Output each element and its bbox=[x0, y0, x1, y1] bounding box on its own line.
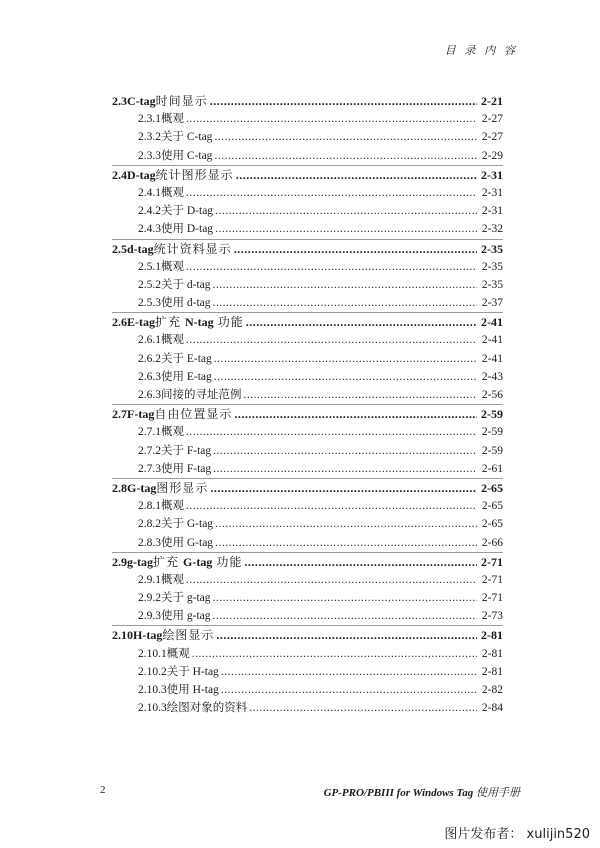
subsection-number: 2.10.1 bbox=[138, 647, 167, 660]
subsection-title: 概观 bbox=[161, 260, 184, 273]
subsection-page: 2-73 bbox=[481, 610, 503, 623]
subsection-page: 2-41 bbox=[481, 352, 503, 365]
dot-leader bbox=[221, 663, 477, 681]
subsection-number: 2.3.1 bbox=[138, 113, 161, 126]
dot-leader bbox=[216, 626, 477, 644]
section-title bbox=[154, 240, 232, 258]
subsection-title: 使用 F-tag bbox=[161, 462, 212, 475]
toc-subsection-row bbox=[112, 276, 503, 294]
subsection-number: 2.8.2 bbox=[138, 518, 161, 531]
section-page: 2-81 bbox=[481, 628, 503, 643]
dot-leader bbox=[210, 92, 477, 110]
subsection-number: 2.10.3 bbox=[138, 684, 167, 696]
section-page: 2-71 bbox=[481, 554, 503, 569]
subsection-number: 2.8.1 bbox=[138, 500, 161, 513]
toc-section-row bbox=[112, 313, 503, 331]
section-title-text: 绘图显示 bbox=[162, 628, 215, 643]
subsection-page: 2-65 bbox=[481, 518, 503, 531]
section-title-bold: N-tag bbox=[185, 315, 214, 330]
subsection-title: 概观 bbox=[161, 500, 184, 513]
subsection-number: 2.5.3 bbox=[138, 297, 161, 310]
section-number: 2.9 bbox=[112, 554, 127, 569]
subsection-title: 关于 g-tag bbox=[161, 592, 211, 605]
section-title bbox=[156, 92, 208, 110]
section-number: 2.5 bbox=[112, 241, 127, 256]
toc-section-row bbox=[112, 553, 503, 571]
dot-leader bbox=[186, 331, 477, 349]
subsection-title: 使用 C-tag bbox=[161, 149, 213, 162]
toc-subsection-row bbox=[112, 368, 503, 386]
dot-leader bbox=[234, 240, 477, 258]
section-tag: C-tag bbox=[127, 94, 156, 108]
toc-subsection-row bbox=[112, 386, 503, 404]
dot-leader bbox=[213, 460, 477, 478]
toc-section-row bbox=[112, 166, 503, 184]
table-of-contents bbox=[112, 92, 503, 717]
section-title-text: 扩充 bbox=[153, 554, 184, 569]
subsection-page: 2-82 bbox=[481, 684, 503, 696]
subsection-title: 概观 bbox=[161, 186, 184, 199]
subsection-number: 2.6.2 bbox=[138, 352, 161, 365]
subsection-number: 2.10.2 bbox=[138, 665, 167, 678]
subsection-page: 2-61 bbox=[481, 462, 503, 475]
section-title-text: 时间显示 bbox=[155, 94, 208, 108]
subsection-title: 间接的寻址范例 bbox=[161, 389, 242, 401]
dot-leader bbox=[215, 534, 477, 552]
footer-title: GP-PRO/PBIII for Windows Tag 使用手册 bbox=[323, 787, 520, 799]
dot-leader bbox=[186, 184, 477, 202]
section-tag: D-tag bbox=[127, 167, 156, 182]
page-header: 目 录 内 容 bbox=[444, 45, 518, 57]
dot-leader bbox=[214, 350, 477, 368]
toc-subsection-row bbox=[112, 645, 503, 663]
dot-leader bbox=[213, 607, 477, 625]
toc-subsection-row bbox=[112, 294, 503, 312]
subsection-title: 关于 F-tag bbox=[161, 444, 212, 457]
dot-leader bbox=[213, 442, 477, 460]
subsection-number: 2.5.2 bbox=[138, 278, 161, 291]
toc-subsection-row bbox=[112, 515, 503, 533]
subsection-page: 2-29 bbox=[481, 149, 503, 162]
subsection-title: 关于 D-tag bbox=[161, 205, 214, 218]
dot-leader bbox=[214, 368, 477, 386]
dot-leader bbox=[192, 645, 477, 663]
subsection-number: 2.10.3 bbox=[138, 702, 167, 715]
subsection-page: 2-84 bbox=[481, 702, 503, 715]
section-page: 2-59 bbox=[481, 407, 503, 422]
subsection-page: 2-27 bbox=[481, 131, 503, 144]
subsection-title: 使用 H-tag bbox=[166, 684, 219, 696]
dot-leader bbox=[213, 589, 477, 607]
dot-leader bbox=[215, 220, 477, 238]
section-tag: E-tag bbox=[127, 315, 155, 330]
section-page: 2-21 bbox=[481, 94, 503, 108]
dot-leader bbox=[186, 497, 477, 515]
subsection-page: 2-32 bbox=[481, 223, 503, 236]
section-page: 2-65 bbox=[481, 480, 503, 495]
subsection-page: 2-56 bbox=[481, 389, 503, 401]
subsection-page: 2-65 bbox=[481, 500, 503, 513]
subsection-number: 2.4.3 bbox=[138, 223, 161, 236]
subsection-title: 概观 bbox=[161, 113, 184, 126]
dot-leader bbox=[249, 699, 477, 717]
section-page: 2-35 bbox=[481, 241, 503, 256]
subsection-page: 2-81 bbox=[481, 647, 503, 660]
toc-subsection-row bbox=[112, 202, 503, 220]
subsection-page: 2-31 bbox=[481, 205, 503, 218]
section-tag: g-tag bbox=[127, 554, 153, 569]
subsection-number: 2.9.2 bbox=[138, 592, 161, 605]
subsection-number: 2.9.1 bbox=[138, 573, 161, 586]
subsection-page: 2-71 bbox=[481, 573, 503, 586]
dot-leader bbox=[186, 423, 477, 441]
toc-subsection-row bbox=[112, 220, 503, 238]
section-title-after: 功能 bbox=[213, 315, 244, 330]
subsection-number: 2.6.3 bbox=[138, 389, 161, 401]
subsection-title: 概观 bbox=[166, 647, 190, 660]
dot-leader bbox=[236, 166, 477, 184]
toc-subsection-row bbox=[112, 147, 503, 165]
subsection-number: 2.9.3 bbox=[138, 610, 161, 623]
subsection-number: 2.7.2 bbox=[138, 444, 161, 457]
toc-subsection-row bbox=[112, 258, 503, 276]
section-title bbox=[153, 553, 242, 571]
dot-leader bbox=[244, 386, 478, 404]
toc-section-row bbox=[112, 240, 503, 258]
dot-leader bbox=[246, 313, 477, 331]
dot-leader bbox=[213, 294, 477, 312]
section-tag: F-tag bbox=[127, 407, 155, 422]
subsection-page: 2-37 bbox=[481, 297, 503, 310]
subsection-title: 使用 G-tag bbox=[161, 536, 214, 549]
subsection-page: 2-31 bbox=[481, 186, 503, 199]
section-title-text: 自由位置显示 bbox=[154, 407, 233, 422]
toc-section-row bbox=[112, 479, 503, 497]
toc-subsection-row bbox=[112, 184, 503, 202]
subsection-number: 2.6.3 bbox=[138, 370, 161, 383]
dot-leader bbox=[244, 553, 477, 571]
subsection-title: 使用 d-tag bbox=[161, 297, 211, 310]
subsection-title: 关于 H-tag bbox=[166, 665, 219, 678]
toc-subsection-row bbox=[112, 571, 503, 589]
toc-subsection-row bbox=[112, 423, 503, 441]
section-page: 2-41 bbox=[481, 315, 503, 330]
watermark: 图片发布者： xulijin520 bbox=[444, 827, 590, 842]
dot-leader bbox=[234, 405, 477, 423]
subsection-title: 关于 E-tag bbox=[161, 352, 212, 365]
section-number: 2.8 bbox=[112, 480, 127, 495]
subsection-title: 概观 bbox=[161, 334, 184, 347]
toc-section-row bbox=[112, 405, 503, 423]
section-tag: d-tag bbox=[127, 241, 154, 256]
subsection-number: 2.3.2 bbox=[138, 131, 161, 144]
section-title-text: 统计图形显示 bbox=[155, 167, 234, 182]
toc-section-row bbox=[112, 92, 503, 110]
toc-section-row bbox=[112, 626, 503, 644]
subsection-number: 2.7.3 bbox=[138, 462, 161, 475]
subsection-title: 关于 G-tag bbox=[161, 518, 214, 531]
toc-subsection-row bbox=[112, 607, 503, 625]
dot-leader bbox=[214, 128, 477, 146]
section-tag: G-tag bbox=[127, 480, 157, 495]
section-title-text: 扩充 bbox=[155, 315, 186, 330]
toc-subsection-row bbox=[112, 497, 503, 515]
section-title bbox=[156, 479, 208, 497]
section-number: 2.3 bbox=[112, 94, 127, 108]
section-number: 2.6 bbox=[112, 315, 127, 330]
subsection-page: 2-66 bbox=[481, 536, 503, 549]
toc-subsection-row bbox=[112, 350, 503, 368]
dot-leader bbox=[213, 276, 477, 294]
dot-leader bbox=[215, 515, 477, 533]
section-number: 2.4 bbox=[112, 167, 127, 182]
section-page: 2-31 bbox=[481, 167, 503, 182]
section-title bbox=[162, 626, 214, 644]
subsection-number: 2.6.1 bbox=[138, 334, 161, 347]
subsection-number: 2.5.1 bbox=[138, 260, 161, 273]
section-number: 2.10 bbox=[112, 628, 133, 643]
toc-subsection-row bbox=[112, 128, 503, 146]
section-title bbox=[155, 313, 244, 331]
dot-leader bbox=[210, 479, 477, 497]
toc-subsection-row bbox=[112, 110, 503, 128]
section-title-text: 统计资料显示 bbox=[153, 241, 232, 256]
subsection-number: 2.8.3 bbox=[138, 536, 161, 549]
subsection-number: 2.4.1 bbox=[138, 186, 161, 199]
section-title-after: 功能 bbox=[212, 554, 243, 569]
section-title bbox=[156, 166, 234, 184]
subsection-page: 2-81 bbox=[481, 665, 503, 678]
subsection-number: 2.7.1 bbox=[138, 426, 161, 439]
section-title bbox=[154, 405, 232, 423]
section-number: 2.7 bbox=[112, 407, 127, 422]
dot-leader bbox=[221, 681, 477, 699]
toc-subsection-row bbox=[112, 331, 503, 349]
subsection-page: 2-59 bbox=[481, 426, 503, 439]
subsection-title: 使用 D-tag bbox=[161, 223, 214, 236]
subsection-page: 2-71 bbox=[481, 592, 503, 605]
section-title-bold: G-tag bbox=[183, 554, 213, 569]
toc-subsection-row bbox=[112, 681, 503, 699]
subsection-number: 2.3.3 bbox=[138, 149, 161, 162]
subsection-number: 2.4.2 bbox=[138, 205, 161, 218]
subsection-title: 关于 d-tag bbox=[161, 278, 211, 291]
toc-subsection-row bbox=[112, 663, 503, 681]
subsection-page: 2-41 bbox=[481, 334, 503, 347]
subsection-title: 概观 bbox=[161, 426, 184, 439]
subsection-page: 2-27 bbox=[481, 113, 503, 126]
dot-leader bbox=[214, 147, 477, 165]
section-tag: H-tag bbox=[133, 628, 163, 643]
subsection-title: 绘图对象的资料 bbox=[166, 702, 248, 715]
toc-subsection-row bbox=[112, 534, 503, 552]
dot-leader bbox=[186, 110, 477, 128]
page-number: 2 bbox=[100, 784, 106, 796]
toc-subsection-row bbox=[112, 442, 503, 460]
dot-leader bbox=[186, 258, 477, 276]
dot-leader bbox=[215, 202, 477, 220]
subsection-title: 使用 g-tag bbox=[161, 610, 211, 623]
subsection-title: 使用 E-tag bbox=[161, 370, 212, 383]
toc-subsection-row bbox=[112, 460, 503, 478]
subsection-title: 关于 C-tag bbox=[161, 131, 213, 144]
subsection-page: 2-59 bbox=[481, 444, 503, 457]
toc-subsection-row bbox=[112, 699, 503, 717]
dot-leader bbox=[186, 571, 477, 589]
subsection-page: 2-43 bbox=[481, 370, 503, 383]
toc-subsection-row bbox=[112, 589, 503, 607]
subsection-page: 2-35 bbox=[481, 278, 503, 291]
section-title-text: 图形显示 bbox=[156, 480, 209, 495]
subsection-page: 2-35 bbox=[481, 260, 503, 273]
subsection-title: 概观 bbox=[161, 573, 184, 586]
